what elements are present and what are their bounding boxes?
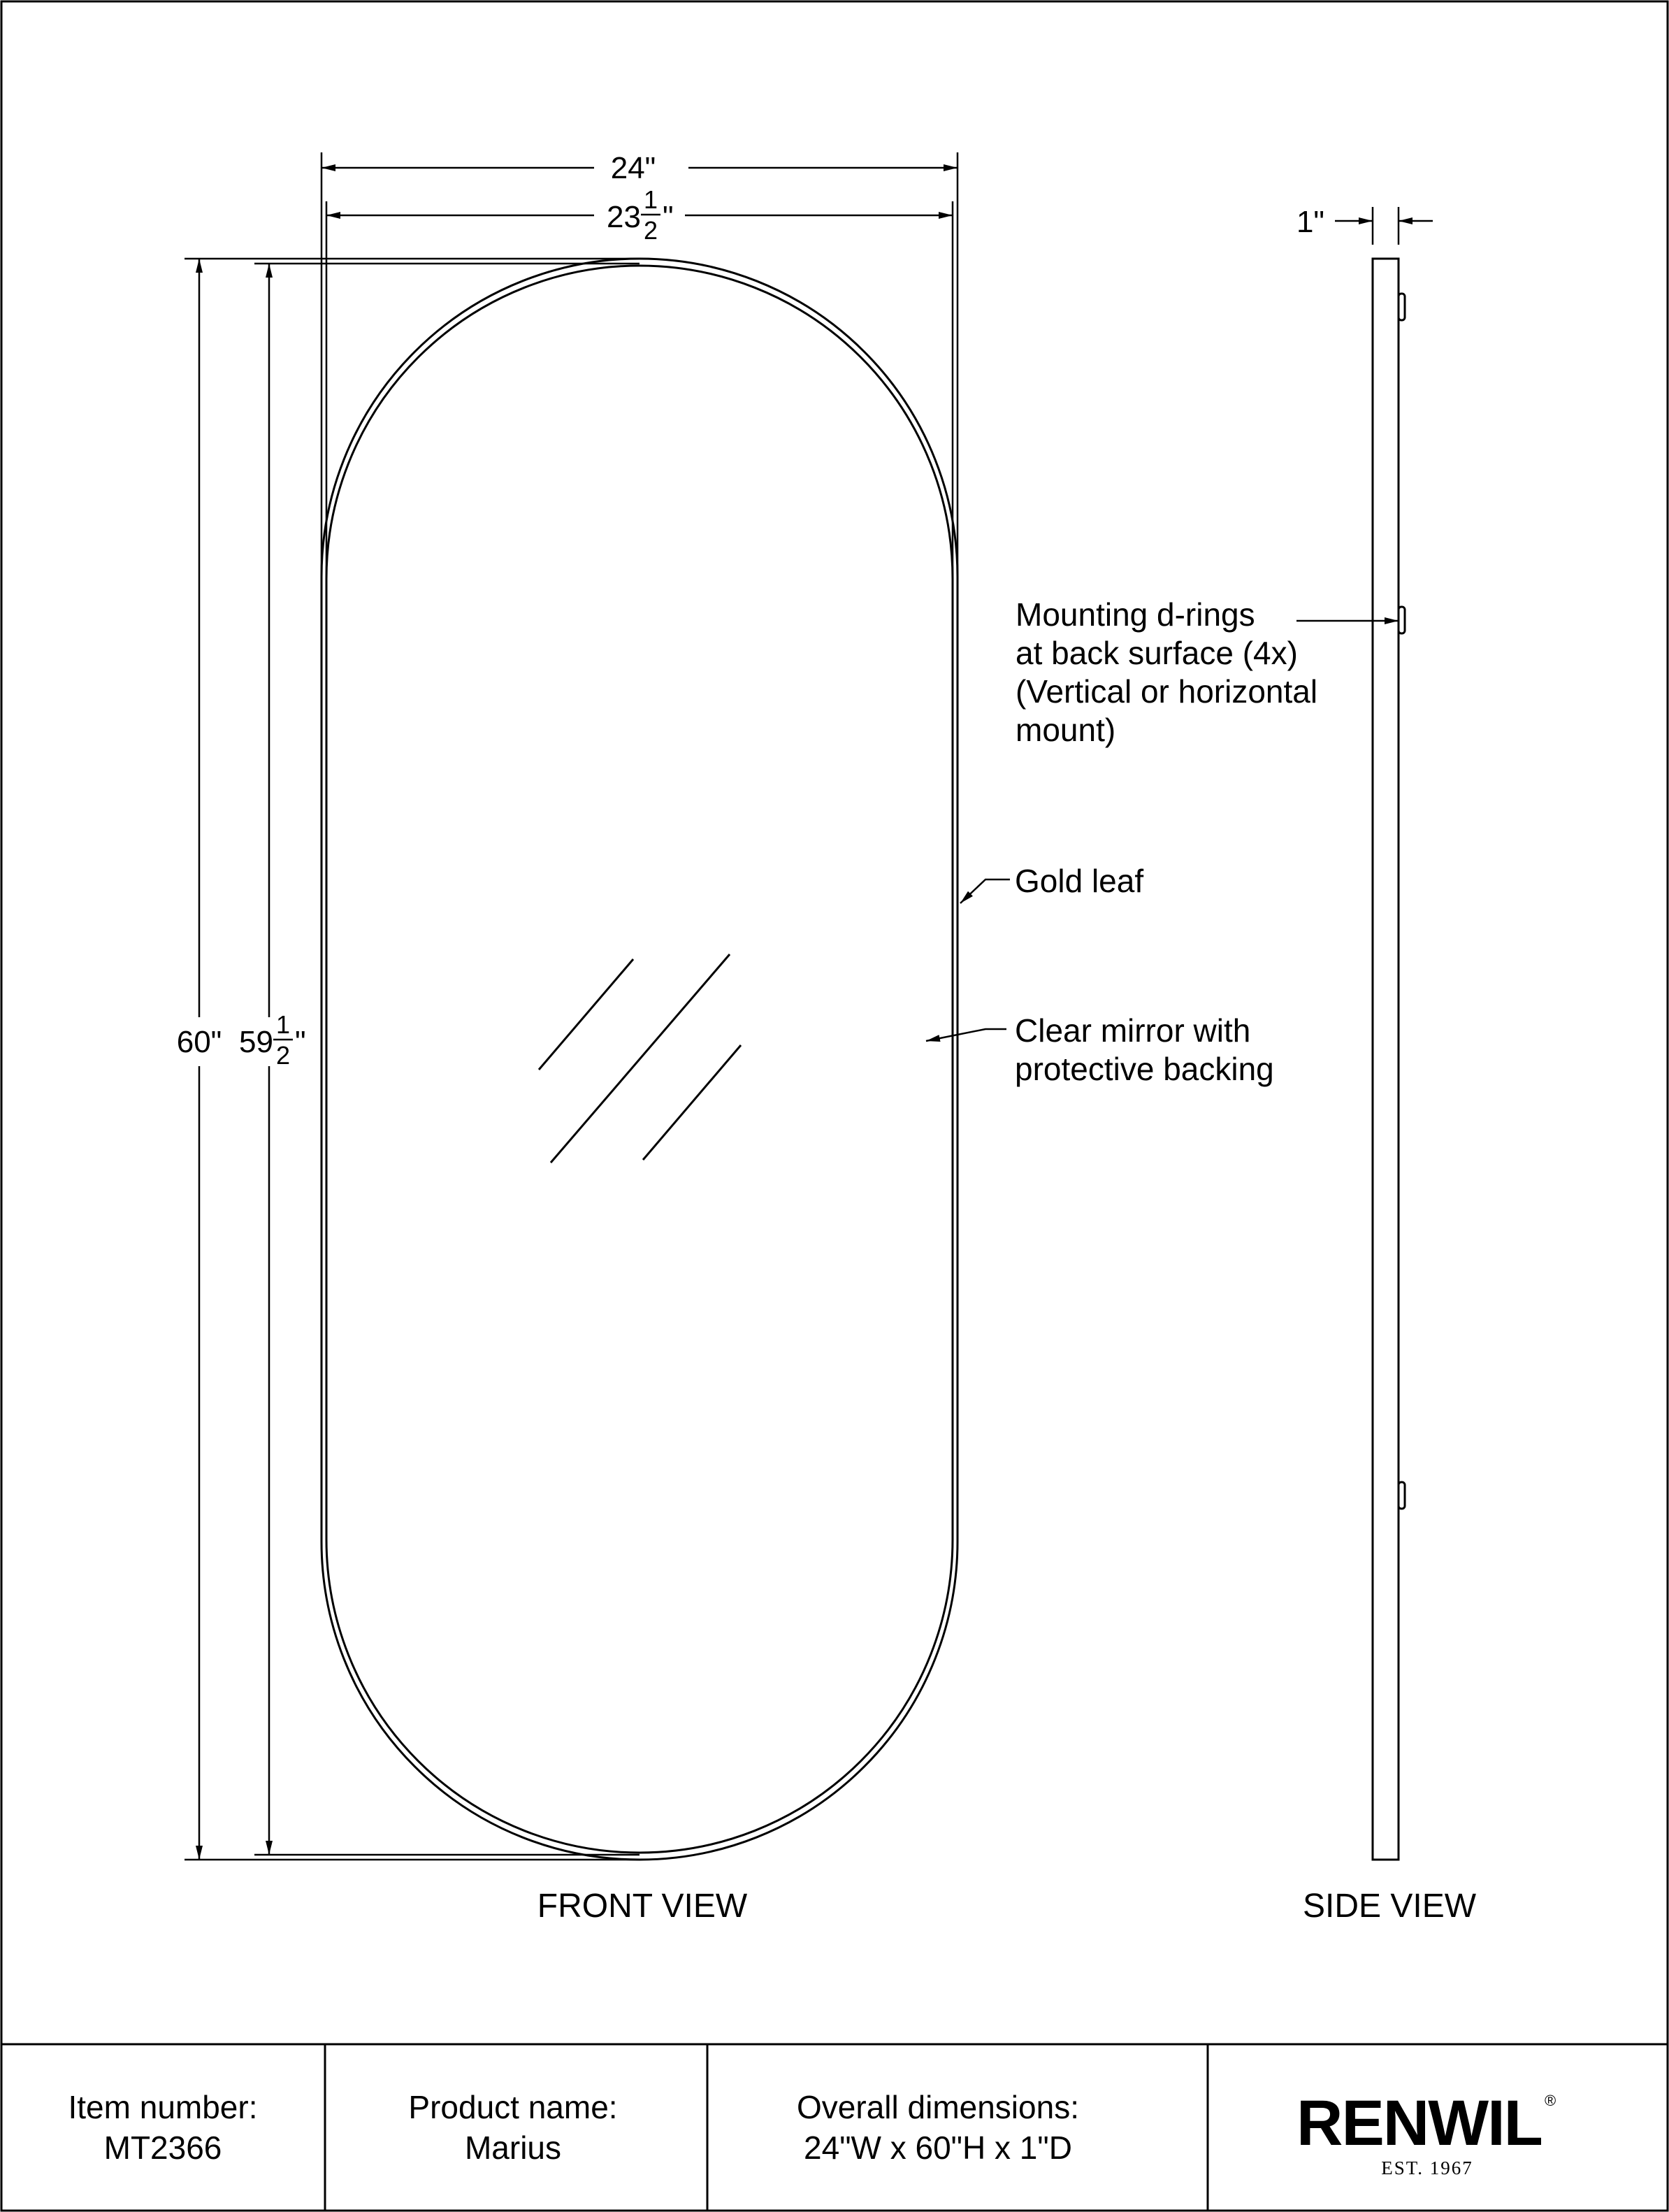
brand-name: RENWIL: [1296, 2088, 1542, 2159]
front-view-title: FRONT VIEW: [537, 1888, 748, 1925]
item-number-label: Item number:: [68, 2089, 258, 2125]
brand-logo: [1296, 2088, 1556, 2178]
product-name-label: Product name:: [408, 2089, 618, 2125]
d-rings-label-line2: at back surface (4x): [1016, 635, 1298, 671]
title-block: [1, 2044, 1668, 2211]
overall-dimensions-cell: [797, 2089, 1079, 2166]
depth-label: 1": [1296, 205, 1325, 239]
overall-height-dimension: [177, 259, 222, 1860]
inner-height-whole: 59: [239, 1025, 273, 1059]
inner-height-dimension: [239, 264, 306, 1855]
inner-width-whole: 23: [607, 200, 641, 234]
inner-height-suffix: ": [295, 1025, 306, 1059]
front-view: [177, 151, 1274, 1925]
clear-mirror-callout: [926, 1012, 1274, 1087]
overall-dimensions-value: 24"W x 60"H x 1"D: [804, 2130, 1072, 2166]
inner-width-dimension: [326, 185, 953, 245]
overall-height-label: 60": [176, 1025, 222, 1059]
d-rings-label-line4: mount): [1016, 712, 1116, 748]
product-name-value: Marius: [464, 2130, 562, 2166]
d-rings-label-line1: Mounting d-rings: [1016, 596, 1255, 633]
inner-width-suffix: ": [663, 200, 674, 234]
overall-width-dimension: [321, 151, 958, 185]
d-ring-top: [1399, 294, 1405, 320]
overall-dimensions-label: Overall dimensions:: [797, 2089, 1079, 2125]
brand-registered-mark: ®: [1545, 2092, 1556, 2109]
d-ring-bottom: [1399, 1482, 1405, 1509]
brand-established: EST. 1967: [1381, 2157, 1473, 2178]
inner-width-fraction-den: 2: [643, 216, 658, 245]
clear-mirror-label-line2: protective backing: [1015, 1051, 1274, 1087]
item-number-cell: [68, 2089, 258, 2166]
clear-mirror-label-line1: Clear mirror with: [1015, 1012, 1251, 1049]
depth-dimension: [1296, 205, 1433, 245]
d-rings-label-line3: (Vertical or horizontal: [1016, 673, 1318, 710]
inner-width-fraction-num: 1: [643, 185, 658, 214]
mirror-reflection-lines: [539, 954, 741, 1163]
d-ring-middle: [1399, 607, 1405, 633]
gold-leaf-label: Gold leaf: [1015, 863, 1144, 899]
overall-width-label: 24": [610, 151, 656, 185]
side-view-title: SIDE VIEW: [1302, 1888, 1477, 1925]
d-rings-callout: [1016, 596, 1399, 748]
height-extension-lines: [185, 259, 640, 1860]
side-profile: [1373, 259, 1399, 1860]
item-number-value: MT2366: [103, 2130, 222, 2166]
inner-height-fraction-den: 2: [275, 1041, 291, 1070]
product-name-cell: [408, 2089, 617, 2166]
gold-leaf-callout: [960, 863, 1143, 903]
inner-height-fraction-num: 1: [275, 1010, 291, 1039]
